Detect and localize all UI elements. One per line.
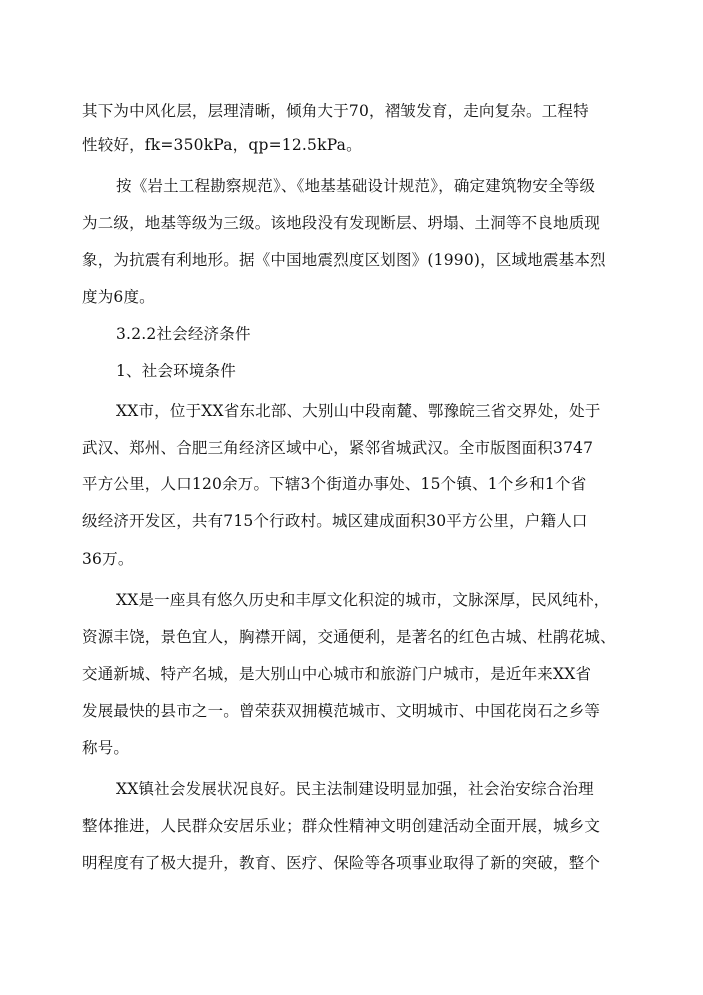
text-line-6: 度为6度。 [82,288,155,306]
text-line-18: 称号。 [82,739,130,757]
text-line-3: 按《岩土工程勘察规范》、《地基基础设计规范》，确定建筑物安全等级 [116,177,596,195]
text-line-16: 交通新城、特产名城，是大别山中心城市和旅游门户城市，是近年来XX省 [82,665,592,683]
text-line-4: 为二级，地基等级为三级。该地段没有发现断层、坍塌、土洞等不良地质现 [82,214,601,232]
text-line-14: XX是一座具有悠久历史和丰厚文化积淀的城市，文脉深厚，民风纯朴， [116,591,610,609]
text-line-9: XX市，位于XX省东北部、大别山中段南麓、鄂豫皖三省交界处，处于 [116,402,601,420]
text-line-5: 象，为抗震有利地形。据《中国地震烈度区划图》(1990)，区域地震基本烈 [82,251,606,269]
text-line-17: 发展最快的县市之一。曾荣获双拥模范城市、文明城市、中国花岗石之乡等 [82,702,601,720]
text-line-13: 36万。 [82,550,134,568]
text-line-21: 明程度有了极大提升，教育、医疗、保险等各项事业取得了新的突破，整个 [82,854,601,872]
text-line-15: 资源丰饶，景色宜人，胸襟开阔，交通便利，是著名的红色古城、杜鹃花城、 [82,628,616,646]
text-line-20: 整体推进，人民群众安居乐业；群众性精神文明创建活动全面开展，城乡文 [82,817,601,835]
section-heading: 3.2.2社会经济条件 [116,325,251,343]
text-line-19: XX镇社会发展状况良好。民主法制建设明显加强，社会治安综合治理 [116,780,594,798]
text-line-12: 级经济开发区，共有715个行政村。城区建成面积30平方公里，户籍人口 [82,512,588,530]
subsection-heading: 1、社会环境条件 [116,362,236,380]
text-line-10: 武汉、郑州、合肥三角经济区域中心，紧邻省城武汉。全市版图面积3747 [82,439,594,457]
text-line-11: 平方公里，人口120余万。下辖3个街道办事处、15个镇、1个乡和1个省 [82,475,587,493]
text-line-2: 性较好，fk=350kPa，qp=12.5kPa。 [82,136,362,154]
text-line-1: 其下为中风化层，层理清晰，倾角大于70，褶皱发育，走向复杂。工程特 [82,102,589,120]
